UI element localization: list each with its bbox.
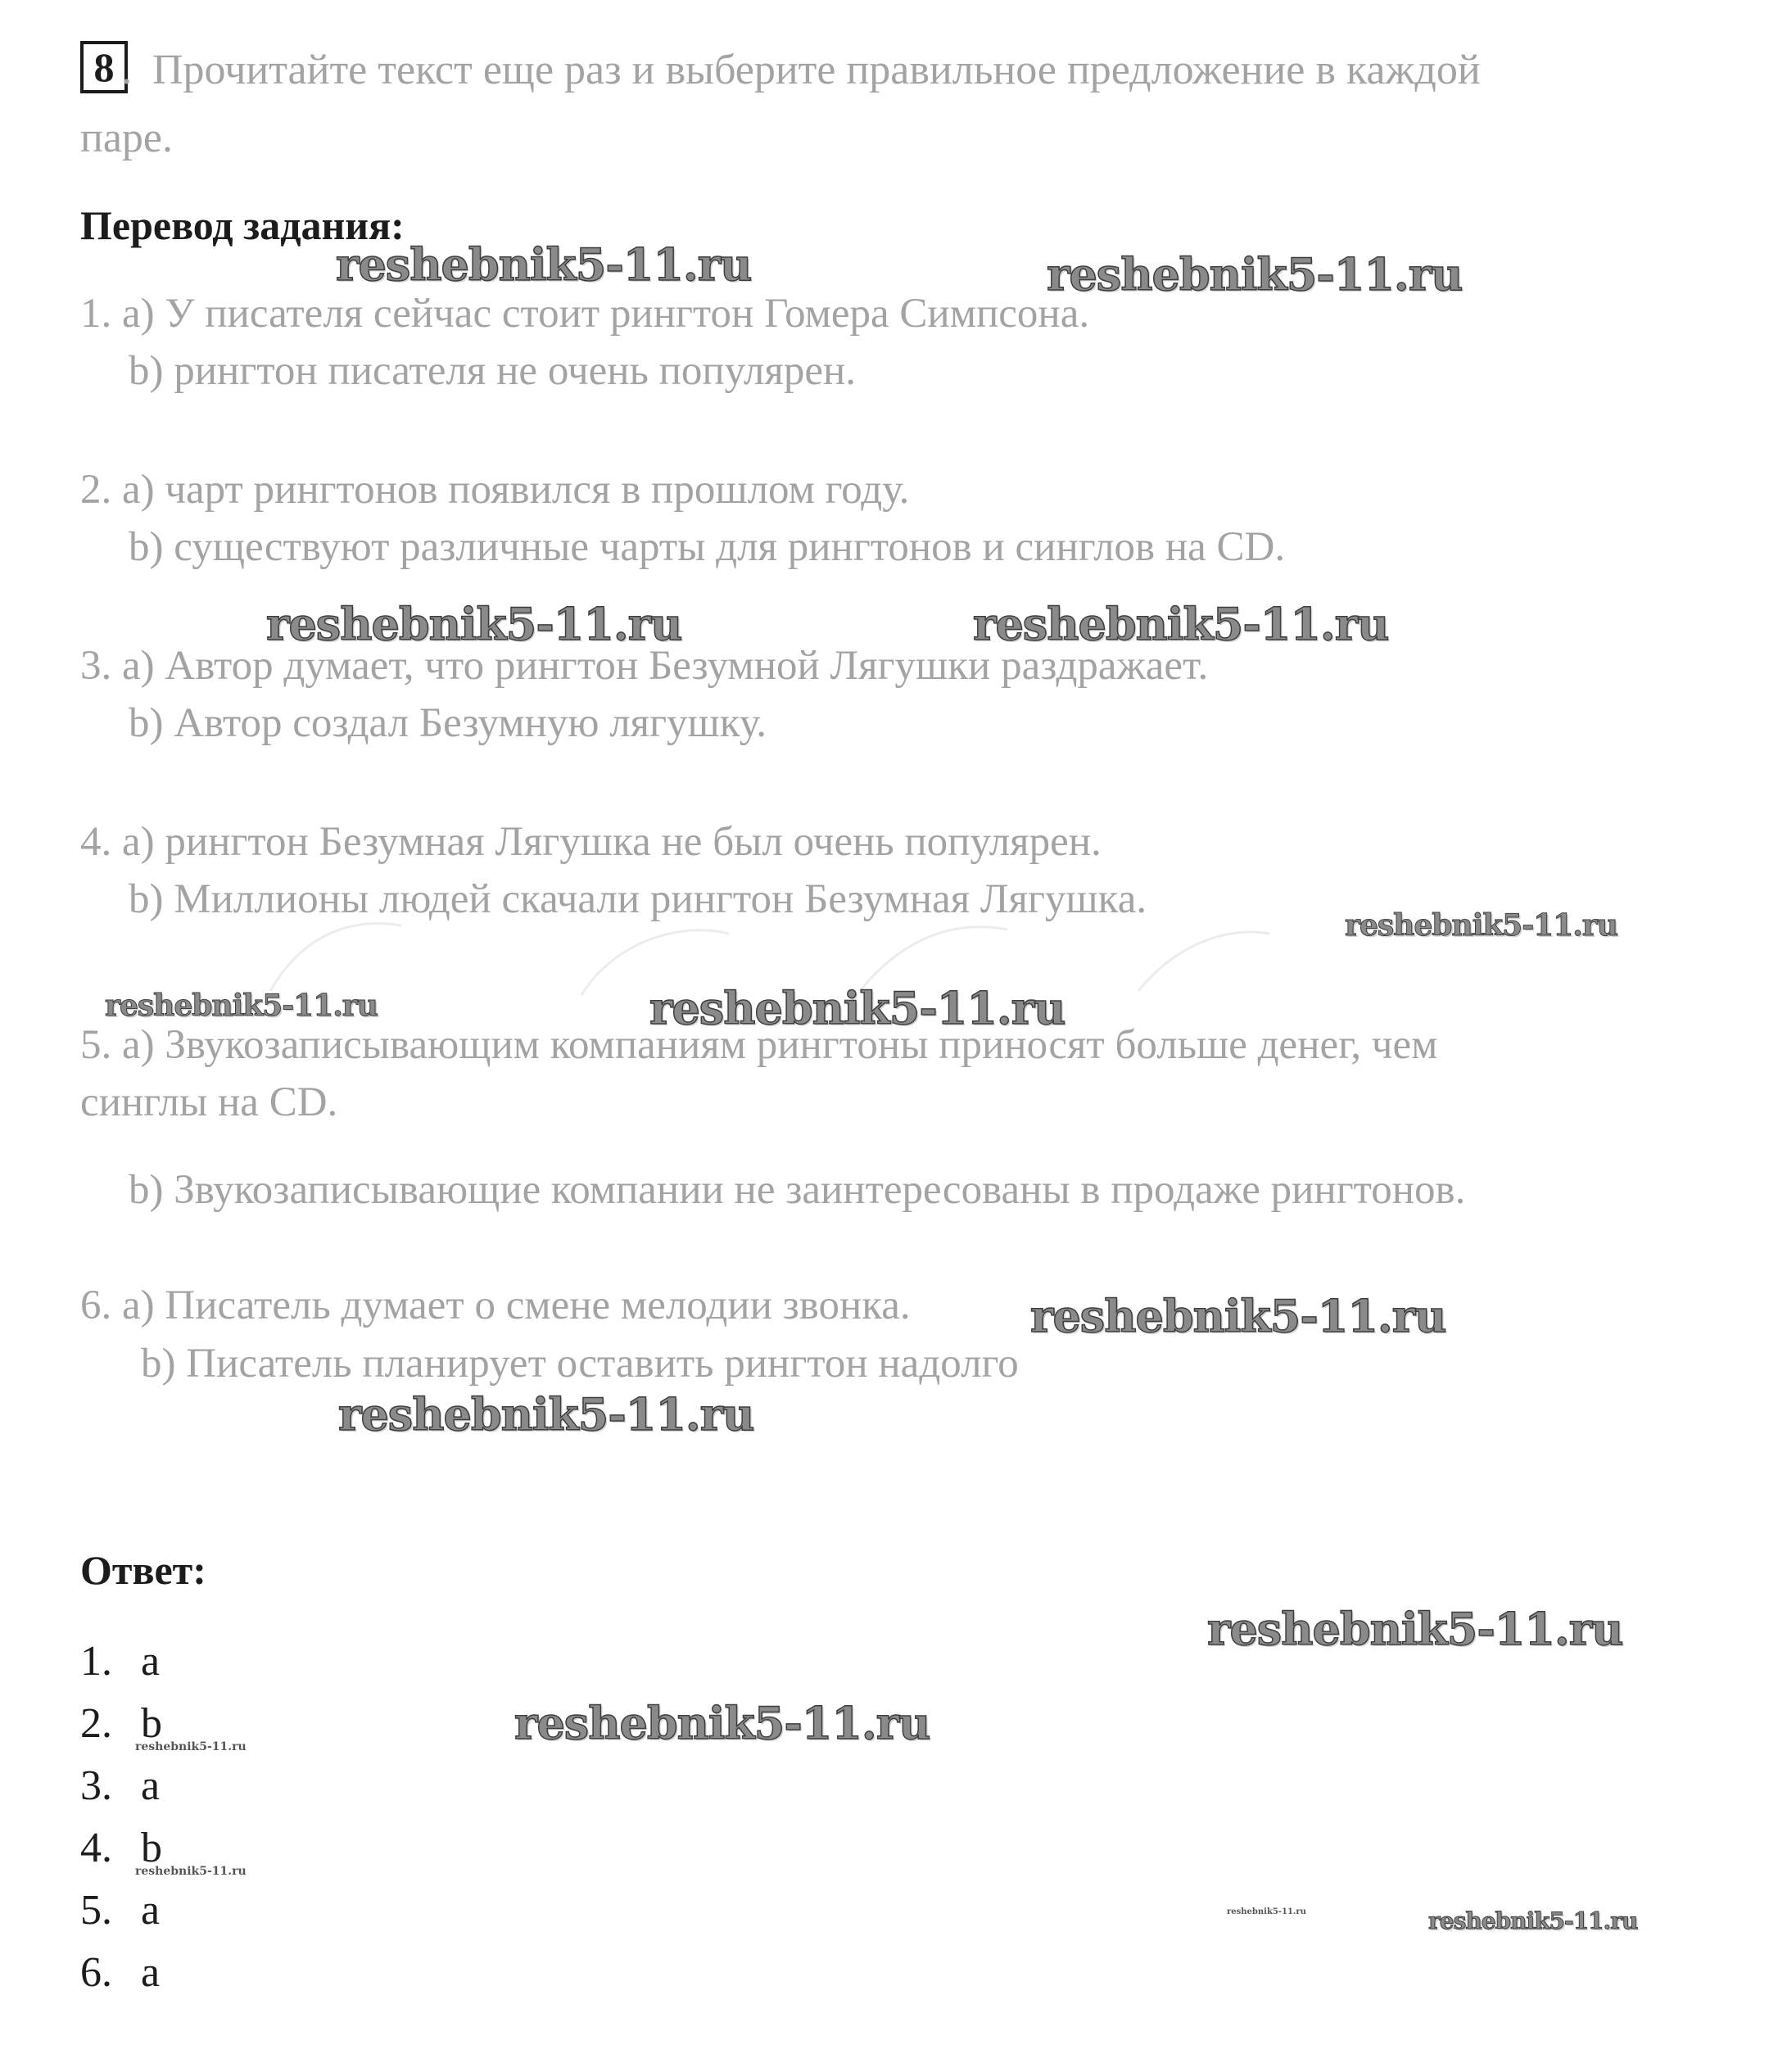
answer-5-value: a (141, 1887, 161, 1934)
watermark: reshebnik5-11.ru (135, 1865, 247, 1878)
watermark: reshebnik5-11.ru (135, 1740, 247, 1753)
watermark: reshebnik5-11.ru (1047, 248, 1463, 301)
watermark: reshebnik5-11.ru (1227, 1907, 1306, 1916)
answer-2-number: 2. (80, 1700, 112, 1747)
item-5-a-continued: синглы на CD. (80, 1079, 338, 1125)
answer-6-value: a (141, 1949, 161, 1996)
item-3-a: 3. a) Автор думает, что рингтон Безумной Лягушки раздражает. (80, 643, 1209, 689)
watermark: reshebnik5-11.ru (1207, 1603, 1623, 1655)
item-4-b: b) Миллионы людей скачали рингтон Безумная Лягушка. (129, 876, 1147, 922)
watermark: reshebnik5-11.ru (336, 238, 752, 291)
task-number: 8 (93, 44, 115, 90)
watermark: reshebnik5-11.ru (973, 598, 1389, 650)
translation-heading: Перевод задания: (80, 202, 405, 248)
watermark: reshebnik5-11.ru (649, 982, 1065, 1034)
item-5-b: b) Звукозаписывающие компании не заинтересованы в продаже рингтонов. (129, 1167, 1466, 1213)
watermark: reshebnik5-11.ru (1030, 1290, 1446, 1342)
answer-3-value: a (141, 1762, 161, 1809)
item-1-a: 1. a) У писателя сейчас стоит рингтон Гомера Симпсона. (80, 291, 1090, 337)
task-number-dot: . (121, 47, 132, 93)
task-instruction-line1: Прочитайте текст еще раз и выберите правильное предложение в каждой (152, 47, 1481, 93)
item-5-a: 5. a) Звукозаписывающим компаниям рингтоны приносят больше денег, чем (80, 1022, 1438, 1068)
watermark: reshebnik5-11.ru (266, 598, 682, 650)
item-2-b: b) существуют различные чарты для рингтонов и синглов на CD. (129, 524, 1286, 570)
answer-5-number: 5. (80, 1887, 112, 1934)
item-4-a: 4. a) рингтон Безумная Лягушка не был очень популярен. (80, 819, 1102, 865)
watermark: reshebnik5-11.ru (338, 1388, 754, 1441)
answer-1-number: 1. (80, 1638, 112, 1685)
watermark: reshebnik5-11.ru (1345, 908, 1617, 943)
watermark: reshebnik5-11.ru (1428, 1907, 1638, 1934)
item-6-b: b) Писатель планирует оставить рингтон надолго (141, 1341, 1019, 1387)
watermark: reshebnik5-11.ru (514, 1697, 930, 1749)
watermark: reshebnik5-11.ru (105, 988, 378, 1023)
answer-4-number: 4. (80, 1825, 112, 1871)
item-2-a: 2. a) чарт рингтонов появился в прошлом году. (80, 467, 910, 513)
item-1-b: b) рингтон писателя не очень популярен. (129, 348, 857, 394)
answer-3-number: 3. (80, 1762, 112, 1809)
answer-4-value: b (141, 1825, 162, 1871)
answer-1-value: a (141, 1638, 161, 1685)
task-instruction-line2: паре. (80, 115, 173, 161)
answer-6-number: 6. (80, 1949, 112, 1996)
answer-heading: Ответ: (80, 1547, 206, 1593)
answer-2-value: b (141, 1700, 162, 1747)
item-3-b: b) Автор создал Безумную лягушку. (129, 700, 767, 746)
item-6-a: 6. a) Писатель думает о смене мелодии звонка. (80, 1283, 911, 1328)
